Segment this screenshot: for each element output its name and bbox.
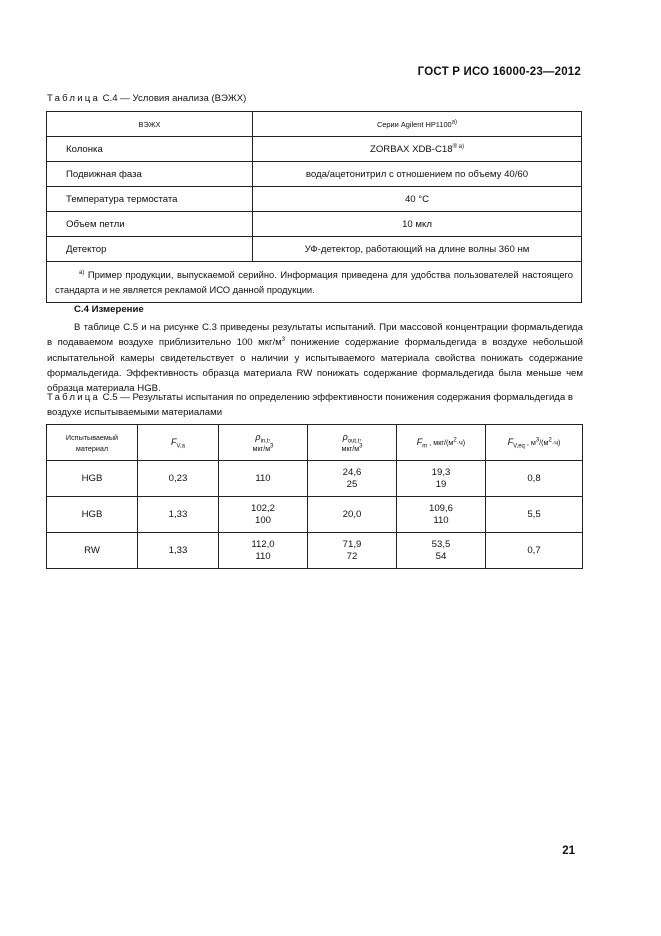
table-c4 <box>46 111 582 303</box>
cell-value: 19,3 <box>431 466 451 478</box>
unit-superscript: 3 <box>359 443 363 450</box>
section-heading: С.4 Измерение <box>74 304 144 315</box>
symbol-subscript: out,t <box>347 437 360 444</box>
table-row <box>47 212 582 237</box>
header-cell-text: Серии Agilent HP1100 <box>376 119 452 129</box>
symbol-subscript: V,a <box>176 443 185 450</box>
table-c5-caption-text: С.5 — Результаты испытания по определению эффективности понижения содержания формальдегида в воздухе испытываемыми материалами <box>47 392 573 418</box>
rho-in-cell <box>219 497 308 533</box>
cell-value: 110 <box>255 550 271 562</box>
table-footnote-row <box>47 262 582 303</box>
fm-cell <box>397 497 486 533</box>
header-rho-out: $\rho_{out,t}$, мкг/$м^3$ <box>308 425 397 461</box>
table-header-row <box>47 112 582 137</box>
cell-value: 72 <box>346 550 358 562</box>
symbol-subscript: V,eq <box>513 443 525 450</box>
symbol: F <box>507 437 514 447</box>
table-row <box>47 533 583 569</box>
rho-out-cell <box>308 461 397 497</box>
header-fm <box>397 425 486 461</box>
symbol: F <box>416 437 423 447</box>
unit: ·ч) <box>456 438 466 447</box>
footnote-text: Пример продукции, выпускаемой серийно. Информация приведена для удобства пользователей настоящего стандарта и не является рекламой ИСО данной продукции. <box>55 269 573 295</box>
table-c4-caption <box>47 93 246 104</box>
fva-cell: 1,33 <box>138 533 219 569</box>
paragraph-text-b: понижение содержание формальдегида в воздухе небольшой испытательной камеры свидетельствует о наличии у испытываемого материала свойства понижать содержание формальдегида. Эффективность образца материала RW понижать содержание формальдегида была меньше чем образца материала HGB. <box>47 337 584 395</box>
symbol-subscript: in,t <box>260 437 269 444</box>
cell-value: 20,0 <box>342 508 362 520</box>
table-c5-caption <box>47 391 583 420</box>
unit: /(м <box>539 438 549 447</box>
unit-superscript: 3 <box>270 443 274 450</box>
header-fveq <box>486 425 583 461</box>
table-row <box>47 497 583 533</box>
table-row <box>47 137 582 162</box>
standard-code: ГОСТ Р ИСО 16000-23—2012 <box>417 66 581 78</box>
value-cell: 10 мкл <box>253 212 582 237</box>
page-number: 21 <box>562 845 575 857</box>
footnote-ref: а) <box>451 119 458 126</box>
cell-value: 54 <box>435 550 447 562</box>
header-text: материал <box>75 443 109 453</box>
table-c4-caption-text: С.4 — Условия анализа (ВЭЖХ) <box>100 93 247 104</box>
rho-in-cell <box>219 461 308 497</box>
footnote-mark: а) <box>79 269 85 276</box>
cell-value: 71,9 <box>342 538 362 550</box>
table-c4-caption-word: Таблица <box>47 93 101 104</box>
table-row <box>47 187 582 212</box>
rho-in-cell <box>219 533 308 569</box>
table-c5-caption-word: Таблица <box>47 392 101 403</box>
rho-out-cell <box>308 533 397 569</box>
value-text: ZORBAX XDB-C18 <box>369 143 453 155</box>
param-cell: Колонка <box>47 137 253 162</box>
cell-value: 102,2 <box>250 502 275 514</box>
unit-superscript: 2 <box>453 437 457 444</box>
table-row <box>47 162 582 187</box>
unit: ·ч) <box>551 438 561 447</box>
section-paragraph <box>47 320 583 396</box>
fveq-cell: 5,5 <box>486 497 583 533</box>
paragraph-text-a: В таблице С.5 и на рисунке С.3 приведены результаты испытаний. При массовой концентрации формальдегида в подаваемом воздухе приблизительно 100 мкг/м <box>47 322 583 349</box>
header-cell: ВЭЖХ <box>47 112 253 137</box>
header-cell <box>253 112 582 137</box>
header-rho-in: $\rho_{in,t}$, мкг/$м^3$ <box>219 425 308 461</box>
cell-value: 53,5 <box>431 538 451 550</box>
unit-superscript: 3 <box>535 437 540 444</box>
header-text: Испытываемый <box>65 432 119 442</box>
footnote-ref: ® а) <box>452 143 465 150</box>
cell-value: 110 <box>433 514 449 526</box>
unit: мкг/м <box>341 443 360 453</box>
header-material <box>47 425 138 461</box>
cell-value: 100 <box>254 514 271 526</box>
param-cell: Объем петли <box>47 212 253 237</box>
table-c5 <box>46 424 583 569</box>
rho-out-cell <box>308 497 397 533</box>
cell-value: 112,0 <box>251 538 275 550</box>
symbol: F <box>171 437 177 447</box>
cell-value: 109,6 <box>428 502 453 514</box>
material-cell: HGB <box>47 497 138 533</box>
cell-value: 25 <box>346 478 358 490</box>
fva-cell: 0,23 <box>138 461 219 497</box>
table-header-row <box>47 425 583 461</box>
fva-cell: 1,33 <box>138 497 219 533</box>
unit: , мкг/(м <box>427 438 454 447</box>
header-fva <box>138 425 219 461</box>
table-row <box>47 461 583 497</box>
unit: мкг/м <box>252 443 271 453</box>
param-cell: Температура термостата <box>47 187 253 212</box>
cell-value: 19 <box>435 478 447 490</box>
unit-superscript: 2 <box>548 437 552 444</box>
unit-superscript: 3 <box>281 337 286 344</box>
table-footnote <box>47 262 582 303</box>
fveq-cell: 0,8 <box>486 461 583 497</box>
param-cell: Детектор <box>47 237 253 262</box>
unit: , м <box>524 438 536 447</box>
value-cell <box>253 137 582 162</box>
param-cell: Подвижная фаза <box>47 162 253 187</box>
material-cell: RW <box>47 533 138 569</box>
fm-cell <box>397 533 486 569</box>
fveq-cell: 0,7 <box>486 533 583 569</box>
symbol: ρ <box>342 431 348 442</box>
symbol-subscript: m <box>422 443 428 450</box>
value-cell: УФ-детектор, работающий на длине волны 360 нм <box>253 237 582 262</box>
value-cell: 40 °С <box>253 187 582 212</box>
value-cell: вода/ацетонитрил с отношением по объему 40/60 <box>253 162 582 187</box>
material-cell: HGB <box>47 461 138 497</box>
table-row <box>47 237 582 262</box>
cell-value: 24,6 <box>342 466 362 478</box>
symbol: ρ <box>255 431 261 442</box>
fm-cell <box>397 461 486 497</box>
cell-value: 110 <box>255 472 271 484</box>
